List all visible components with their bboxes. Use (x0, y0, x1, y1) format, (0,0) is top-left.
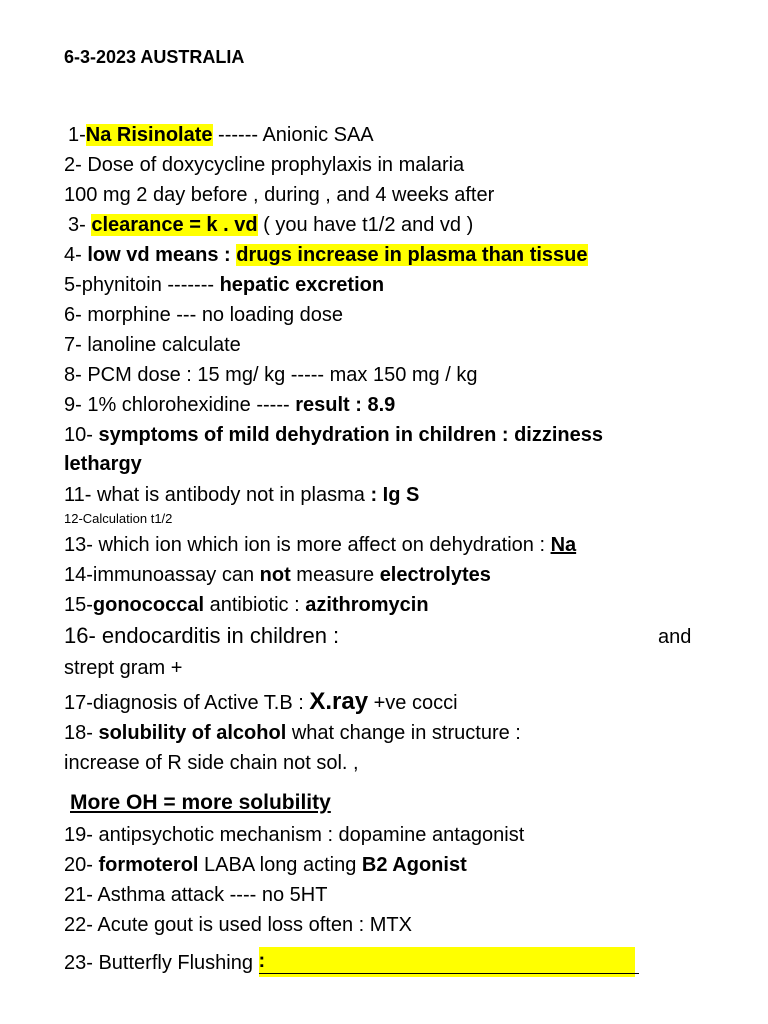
note-line-18-right: and (658, 626, 692, 648)
highlighted-term: drugs increase in plasma than tissue (236, 244, 588, 266)
note-line-7: 6- morphine --- no loading dose (64, 304, 344, 326)
note-line-26: 21- Asthma attack ---- no 5HT (64, 884, 328, 906)
document-title: 6-3-2023 AUSTRALIA (64, 47, 245, 67)
answer-blank: : (259, 947, 635, 977)
note-line-5: 4- low vd means : drugs increase in plasma than tissue (64, 244, 588, 266)
note-line-23: More OH = more solubility (70, 791, 331, 814)
note-line-21: 18- solubility of alcohol what change in structure : (64, 722, 521, 744)
note-line-16: 14-immunoassay can not measure electrolytes (64, 564, 491, 586)
note-line-9: 8- PCM dose : 15 mg/ kg ----- max 150 mg / kg (64, 364, 478, 386)
note-line-1: 1-Na Risinolate ------ Anionic SAA (68, 124, 374, 146)
note-line-15: 13- which ion which ion is more affect on dehydration : Na (64, 534, 577, 556)
note-line-28: 23- Butterfly Flushing : (64, 947, 635, 977)
note-line-24: 19- antipsychotic mechanism : dopamine antagonist (64, 824, 525, 846)
note-line-19: strept gram + (64, 657, 183, 679)
note-line-13: 11- what is antibody not in plasma : Ig S (64, 484, 420, 506)
note-line-22: increase of R side chain not sol. , (64, 752, 359, 774)
highlighted-term: Na Risinolate (85, 124, 213, 146)
note-line-20: 17-diagnosis of Active T.B : X.ray +ve cocci (64, 688, 458, 715)
note-line-18: 16- endocarditis in children : (64, 623, 340, 648)
highlighted-term: clearance = k . vd (91, 214, 258, 236)
note-line-14: 12-Calculation t1/2 (64, 511, 173, 526)
note-line-8: 7- lanoline calculate (64, 334, 241, 356)
note-line-4: 3- clearance = k . vd ( you have t1/2 and vd ) (68, 214, 474, 236)
note-line-25: 20- formoterol LABA long acting B2 Agonist (64, 854, 467, 876)
note-line-2: 2- Dose of doxycycline prophylaxis in malaria (64, 154, 465, 176)
note-line-10: 9- 1% chlorohexidine ----- result : 8.9 (64, 394, 396, 416)
note-line-17: 15-gonococcal antibiotic : azithromycin (64, 594, 429, 616)
note-line-6: 5-phynitoin ------- hepatic excretion (64, 274, 385, 296)
note-line-3: 100 mg 2 day before , during , and 4 weeks after (64, 184, 495, 206)
note-line-12: lethargy (64, 453, 142, 475)
note-line-11: 10- symptoms of mild dehydration in children : dizziness (64, 424, 603, 446)
note-line-27: 22- Acute gout is used loss often : MTX (64, 914, 412, 936)
